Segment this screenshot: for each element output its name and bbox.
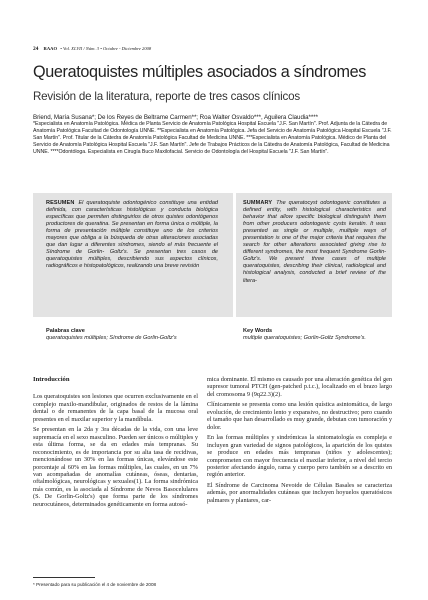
resumen-text: El queratoquiste odontogénico constituye una entidad definida, con características histológicas y conducta biológica específicas que permiten distinguirlos de otros quistes odontógenos productores de queratina. Se presentan en forma única o múltiple, la forma de presentación múltiple constituye uno de los criterios mayores que obliga a la búsqueda de otras alteraciones asociadas que dan lugar a diferentes síndromes, siendo el más frecuente el Síndrome de Gorlin- Goltz's. Se presentan tres casos de queratoquistes múltiples, describiendo sus aspectos clínicos, radiográficos e histopatológicos, realizando una breve revisión [46,200,218,270]
resumen-block [46,200,218,270]
body-column-left [33,376,198,511]
author-names: Briend, María Susana*; De los Reyes de Beltrame Carmen**; Roa Walter Osvaldo***, Aguilera Claudia**** [33,114,318,121]
footnote: * Presentado para su publicación el 4 de noviembre de 2008 [33,582,157,587]
body-paragraph: Los queratoquistes son lesiones que ocurren exclusivamente en el complejo maxilo-mandibular, originados de restos de la lámina dental o de remanentes de la capa basal de la mucosa oral presentes en el maxilar superior y la mandíbula. [33,393,198,423]
intro-heading: Introducción [33,376,70,383]
keywords-en [243,328,386,342]
volume-info: • Vol. XLVII / Núm. 3 • Octubre - Diciembre 2008 [60,46,152,51]
journal-name: RAAO [43,46,58,51]
keywords-en-label: Key Words [243,328,273,334]
footnote-divider [33,577,95,578]
running-head [33,46,151,52]
keywords-es-label: Palabras clave [46,328,85,334]
summary-block [243,200,386,285]
keywords-en-text: multiple queratoquistes; Gorlin-Goltz Syndrome's. [243,335,366,341]
resumen-label: RESUMEN [46,200,75,206]
author-block [33,114,393,156]
summary-text: The queratocyst odontogenic constitutes a defined entity, with histological characteristics and behavior that allow specific biological distinguish them from other producers odontogenic cysts keratin. It was presented as single or multiple, multiple ways of presentation is one of the major criteria that requires the search for other alterations associated giving rise to different syndromes, the most frequent Syndrome Gorlin-Goltz's. We present three cases of multiple queratoquistes, describing their clinical, radiological and histological analysis, conducted a brief review of the litera- [243,200,386,284]
keywords-es [46,328,206,342]
author-affiliations [33,121,393,156]
body-paragraph: Se presentan en la 2da y 3ra décadas de la vida, con una leve supremacía en el sexo masculino. Pueden ser únicos o múltiples y esta última forma, se da en edades más tempranas. Su reconocimiento, es de importancia por su alta tasa de recidivas, mencionándose un 30% en las formas únicas, elevándose este porcentaje al 60% en las formas múltiples, las cuales, en un 7% van acompañadas de anomalías cutáneas, óseas, dentarias, oftalmológicas, neurológicas y sexuales(1). La forma sindrómica más común, es la asociada al Síndrome de Nevos Basocelulares (S. De Gorlin-Goltz's) que forma parte de los síndromes neurocutáneos, determinados genéticamente en forma autosó- [33,426,198,508]
body-paragraph: Clínicamente se presenta como una lesión quística asintomática, de largo evolución, de crecimiento lento y expansivo, no destructivo; pero cuando el tamaño que han desarrollado es muy grande, debutan con tumoración y dolor. [207,401,392,431]
page-number: 24 [33,46,39,52]
affiliations-text: *Especialista en Anatomía Patológica. Médica de Planta Servicio de Anatomía Patológica Hospital Escuela "J.F. San Martín". Prof. Adjunta de la Cátedra de Anatomía Patológica Facultad de Odontología UNNE. **Especialista en Anatomía Patológica. Jefa del Servicio de Anatomía Patológica Hospital Escuela "J.F. San Martín". Prof. Titular de la Cátedra de Anatomía Patológica Facultad de Medicina UNNE. ***Especialista en Anatomía Patológica. Médico de Planta del Servicio de Anatomía Patológica Hospital Escuela "J.F. San Martín". Jefe de Trabajos Prácticos de la Cátedra de Anatomía Patológica, Facultad de Medicina UNNE. ****Odontóloga. Especialista en Cirugía Buco Maxilofacial. Servicio de Odontología del Hospital Escuela "J.F. San Martín". [33,121,392,156]
body-column-right [207,376,392,507]
body-paragraph: En las formas múltiples y sindrómicas la sintomatología es compleja e incluyen gran variedad de signos patológicos, la aparición de los quistes se produce en edades más tempranas (niños y adolescentes); comprometen con mayor frecuencia el maxilar inferior, a nivel del tercio posterior afectando ángulo, rama y cuerpo pero también se a descrito en región anterior. [207,434,392,479]
article-title: Queratoquistes múltiples asociados a síndromes [33,63,367,81]
keywords-es-text: queratoquistes múltiples; Síndrome de Gorlin-Goltz's [46,335,177,341]
summary-label: SUMMARY [243,200,273,206]
body-paragraph: mica dominante. El mismo es causado por una alteración genética del gen supresor tumoral PTCH (gen-patched p.t.c.), localizado en el brazo largo del cromosoma 9 (9q22.3)(2). [207,376,392,398]
body-paragraph: El Síndrome de Carcinoma Nevoide de Células Basales se caracteriza además, por anormalidades cutáneas que incluyen hoyuelos queratósicos palmares y plantares, car- [207,481,392,504]
article-subtitle: Revisión de la literatura, reporte de tres casos clínicos [33,90,300,103]
